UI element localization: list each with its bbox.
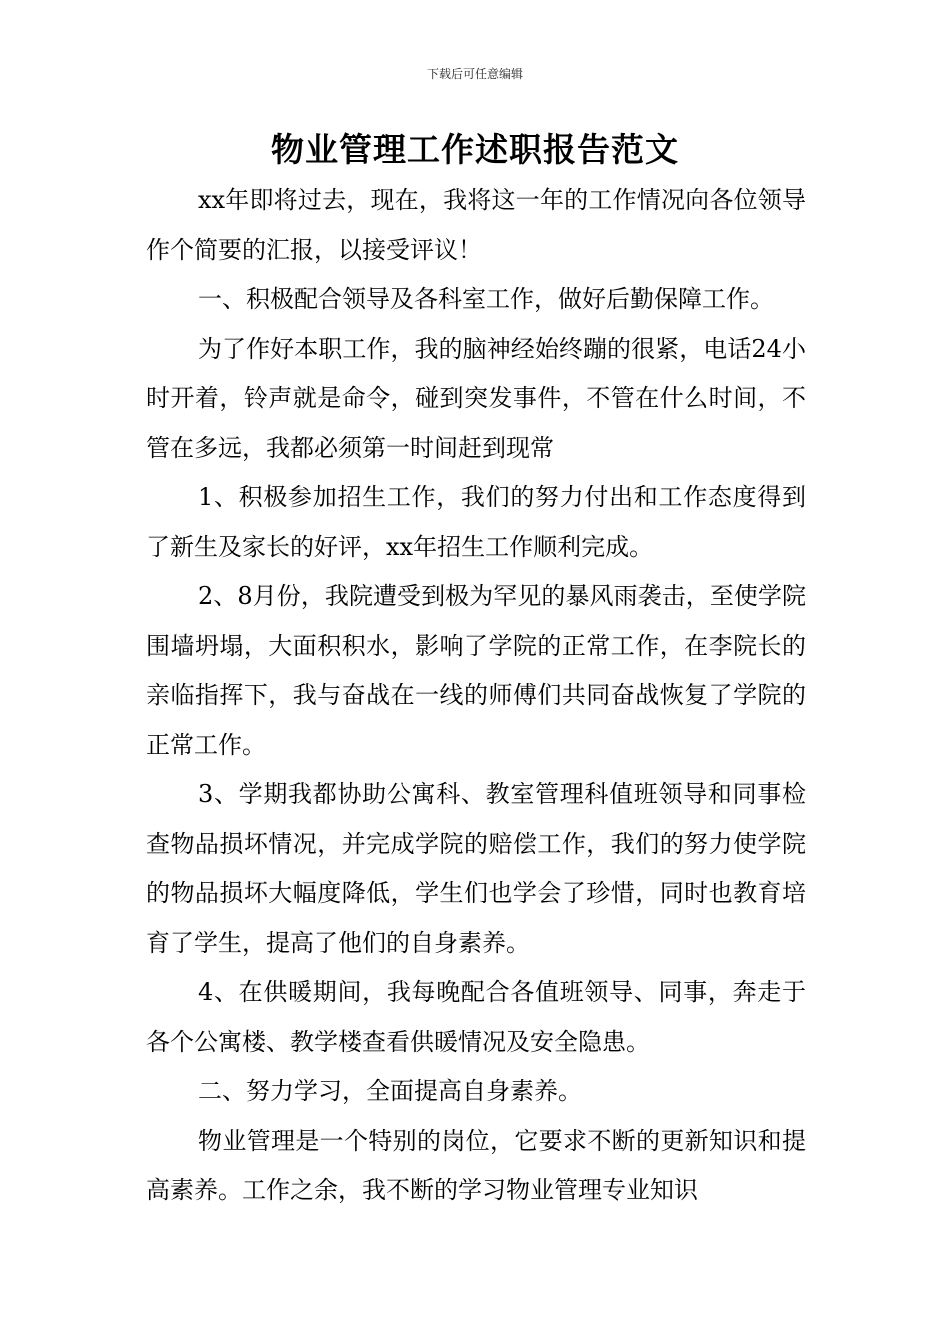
document-body: [146, 176, 806, 1216]
document-title: 物业管理工作述职报告范文: [271, 130, 679, 169]
list-item-1: 1、积极参加招生工作，我们的努力付出和工作态度得到了新生及家长的好评，xx年招生工作顺利完成。: [146, 483, 806, 561]
list-item-3: 3、学期我都协助公寓科、教室管理科值班领导和同事检查物品损坏情况，并完成学院的赔偿工作，我们的努力使学院的物品损坏大幅度降低，学生们也学会了珍惜，同时也教育培育了学生，提高了他们的自身素养。: [146, 780, 806, 957]
section-heading-1: 一、积极配合领导及各科室工作，做好后勤保障工作。: [198, 285, 774, 313]
paragraph: 为了作好本职工作，我的脑神经始终蹦的很紧，电话24小时开着，铃声就是命令，碰到突发事件，不管在什么时间，不管在多远，我都必须第一时间赶到现常: [146, 334, 806, 462]
header-note: 下载后可任意编辑: [426, 67, 523, 81]
section-heading-2: 二、努力学习，全面提高自身素养。: [198, 1077, 582, 1105]
paragraph: 物业管理是一个特别的岗位，它要求不断的更新知识和提高素养。工作之余，我不断的学习物业管理专业知识: [146, 1126, 806, 1204]
list-item-2: 2、8月份，我院遭受到极为罕见的暴风雨袭击，至使学院围墙坍塌，大面积积水，影响了学院的正常工作，在李院长的亲临指挥下，我与奋战在一线的师傅们共同奋战恢复了学院的正常工作。: [146, 582, 806, 759]
list-item-4: 4、在供暖期间，我每晚配合各值班领导、同事，奔走于各个公寓楼、教学楼查看供暖情况及安全隐患。: [146, 978, 806, 1056]
paragraph-intro: xx年即将过去，现在，我将这一年的工作情况向各位领导作个简要的汇报，以接受评议！: [146, 186, 806, 264]
